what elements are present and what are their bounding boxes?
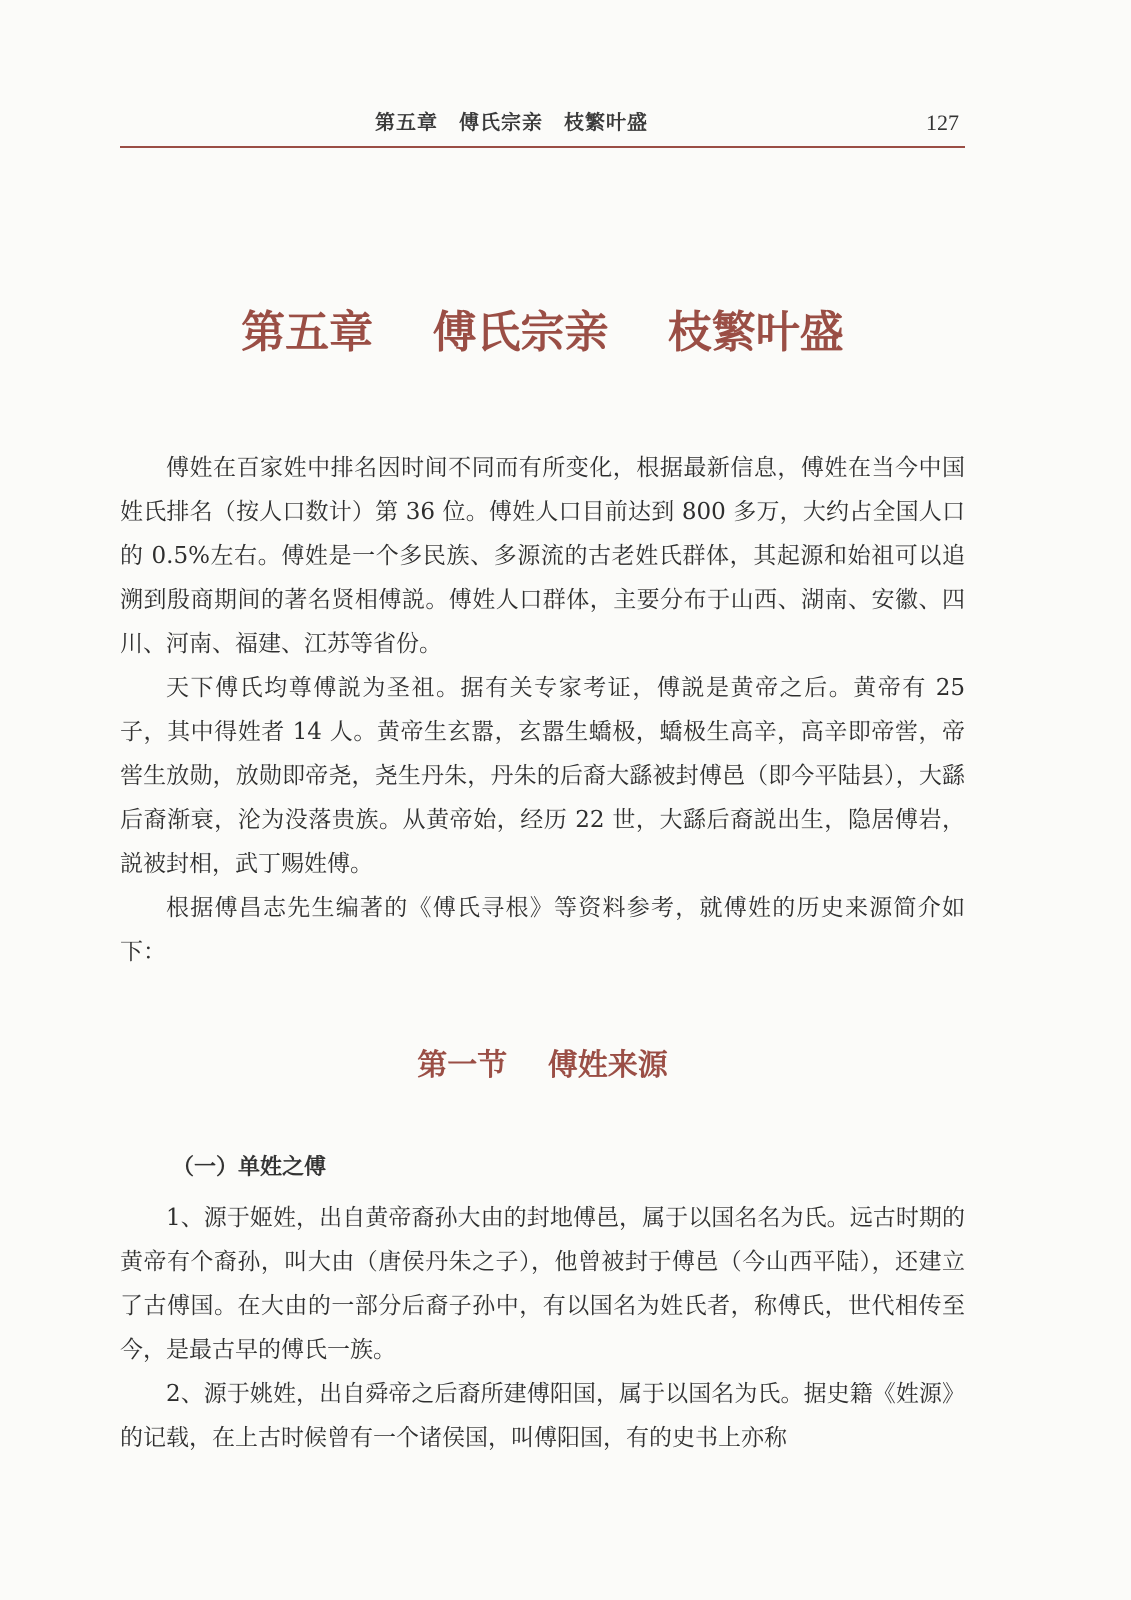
sources-text <box>120 1196 965 1460</box>
chapter-title: 第五章 傅氏宗亲 枝繁叶盛 <box>241 307 844 358</box>
running-title: 第五章 傅氏宗亲 枝繁叶盛 <box>375 110 648 134</box>
paragraph: 2、源于姚姓，出自舜帝之后裔所建傅阳国，属于以国名为氏。据史籍《姓源》的记载，在上古时候曾有一个诸侯国，叫傅阳国，有的史书上亦称 <box>120 1381 965 1451</box>
running-header <box>120 100 965 148</box>
paragraph: 傅姓在百家姓中排名因时间不同而有所变化，根据最新信息，傅姓在当今中国姓氏排名（按人口数计）第 36 位。傅姓人口目前达到 800 多万，大约占全国人口的 0.5%左右。傅姓是一个多民族、多源流的古老姓氏群体，其起源和始祖可以追溯到殷商期间的著名贤相傅説。傅姓人口群体，主要分布于山西、湖南、安徽、四川、河南、福建、江苏等省份。 <box>120 455 965 657</box>
paragraph: 根据傅昌志先生编著的《傅氏寻根》等资料参考，就傅姓的历史来源简介如下： <box>120 895 965 965</box>
subsection-title: （一）单姓之傅 <box>172 1155 327 1180</box>
paragraph: 1、源于姬姓，出自黄帝裔孙大由的封地傅邑，属于以国名名为氏。远古时期的黄帝有个裔孙，叫大由（唐侯丹朱之子），他曾被封于傅邑（今山西平陆），还建立了古傅国。在大由的一部分后裔子孙中，有以国名为姓氏者，称傅氏，世代相传至今，是最古早的傅氏一族。 <box>120 1205 965 1363</box>
paragraph: 天下傅氏均尊傅説为圣祖。据有关专家考证，傅説是黄帝之后。黄帝有 25 子，其中得姓者 14 人。黄帝生玄嚣，玄嚣生蟜极，蟜极生高辛，高辛即帝喾，帝喾生放勋，放勋即帝尧，尧生丹朱，丹朱的后裔大繇被封傅邑（即今平陆县），大繇后裔渐衰，沦为没落贵族。从黄帝始，经历 22 世，大繇后裔説出生，隐居傅岩，説被封相，武丁赐姓傅。 <box>120 675 965 877</box>
intro-text <box>120 446 965 974</box>
page-number: 127 <box>926 110 959 135</box>
section-title: 第一节 傅姓来源 <box>417 1048 668 1083</box>
